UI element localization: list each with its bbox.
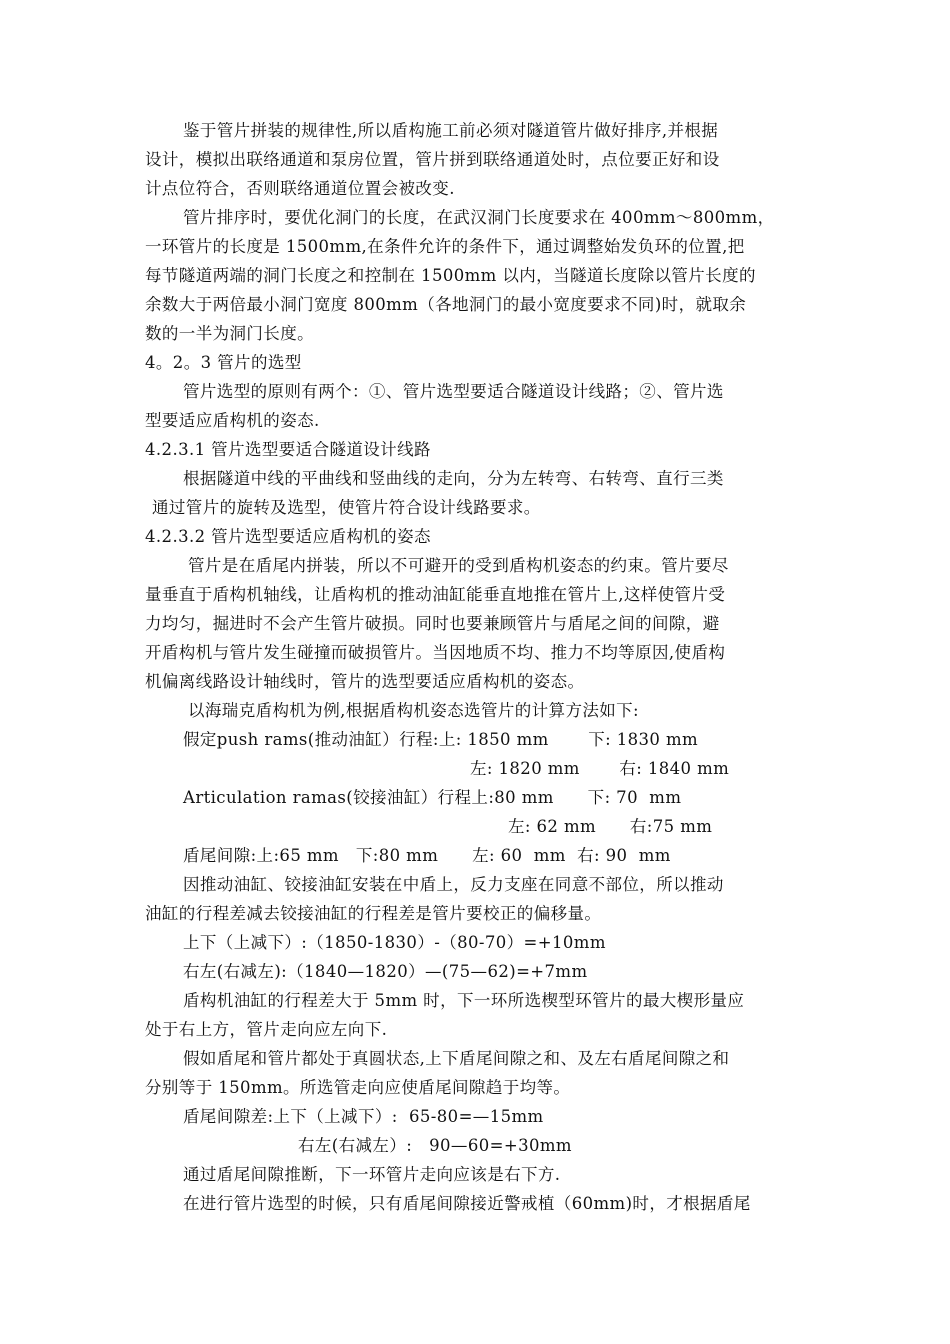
- text-line: 一环管片的长度是 1500mm,在条件允许的条件下，通过调整始发负环的位置,把: [145, 237, 745, 256]
- text-line: 油缸的行程差减去铰接油缸的行程差是管片要校正的偏移量。: [145, 904, 602, 923]
- text-line: 通过管片的旋转及选型，使管片符合设计线路要求。: [152, 498, 541, 517]
- text-line: Articulation ramas(铰接油缸）行程上:80 mm 下: 70 mm: [183, 788, 682, 807]
- text-line: 每节隧道两端的洞门长度之和控制在 1500mm 以内，当隧道长度除以管片长度的: [145, 266, 756, 285]
- text-line: 计点位符合，否则联络通道位置会被改变.: [145, 179, 455, 198]
- text-line: 右左(右减左):（1840—1820）—(75—62)=+7mm: [183, 962, 588, 981]
- text-line: 根据隧道中线的平曲线和竖曲线的走向，分为左转弯、右转弯、直行三类: [183, 469, 724, 488]
- text-line: 力均匀，掘进时不会产生管片破损。同时也要兼顾管片与盾尾之间的间隙，避: [145, 614, 720, 633]
- text-line: 以海瑞克盾构机为例,根据盾构机姿态选管片的计算方法如下:: [188, 701, 640, 720]
- text-line: 左: 62 mm 右:75 mm: [508, 817, 713, 836]
- text-line: 上下（上减下）:（1850-1830）-（80-70）=+10mm: [183, 933, 606, 952]
- text-line: 型要适应盾构机的姿态.: [145, 411, 320, 430]
- section-heading: 4。2。3 管片的选型: [145, 353, 302, 372]
- text-line: 管片选型的原则有两个：①、管片选型要适合隧道设计线路；②、管片选: [183, 382, 724, 401]
- text-line: 左: 1820 mm 右: 1840 mm: [470, 759, 730, 778]
- text-line: 盾尾间隙差:上下（上减下）: 65-80=—15mm: [183, 1107, 544, 1126]
- text-line: 量垂直于盾构机轴线，让盾构机的推动油缸能垂直地推在管片上,这样使管片受: [145, 585, 726, 604]
- text-line: 右左(右减左）: 90—60=+30mm: [298, 1136, 572, 1155]
- text-line: 分别等于 150mm。所选管走向应使盾尾间隙趋于均等。: [145, 1078, 571, 1097]
- text-line: 管片是在盾尾内拼装，所以不可避开的受到盾构机姿态的约束。管片要尽: [188, 556, 729, 575]
- text-line: 盾构机油缸的行程差大于 5mm 时，下一环所选楔型环管片的最大楔形量应: [183, 991, 745, 1010]
- text-line: 盾尾间隙:上:65 mm 下:80 mm 左: 60 mm 右: 90 mm: [183, 846, 671, 865]
- text-line: 假如盾尾和管片都处于真圆状态,上下盾尾间隙之和、及左右盾尾间隙之和: [183, 1049, 730, 1068]
- text-line: 开盾构机与管片发生碰撞而破损管片。当因地质不均、推力不均等原因,使盾构: [145, 643, 726, 662]
- text-line: 余数大于两倍最小洞门宽度 800mm（各地洞门的最小宽度要求不同)时，就取余: [145, 295, 747, 314]
- text-line: 管片排序时，要优化洞门的长度，在武汉洞门长度要求在 400mm～800mm，: [183, 208, 775, 227]
- text-line: 机偏离线路设计轴线时，管片的选型要适应盾构机的姿态。: [145, 672, 585, 691]
- text-line: 假定push rams(推动油缸）行程:上: 1850 mm 下: 1830 mm: [183, 730, 699, 749]
- text-line: 设计，模拟出联络通道和泵房位置，管片拼到联络通道处时，点位要正好和设: [145, 150, 720, 169]
- text-line: 鉴于管片拼装的规律性,所以盾构施工前必须对隧道管片做好排序,并根据: [183, 121, 719, 140]
- text-line: 处于右上方，管片走向应左向下.: [145, 1020, 388, 1039]
- text-line: 在进行管片选型的时候，只有盾尾间隙接近警戒植（60mm)时，才根据盾尾: [183, 1194, 751, 1213]
- subsection-heading: 4.2.3.1 管片选型要适合隧道设计线路: [145, 440, 431, 459]
- text-line: 数的一半为洞门长度。: [145, 324, 314, 343]
- text-line: 通过盾尾间隙推断，下一环管片走向应该是右下方.: [183, 1165, 561, 1184]
- text-line: 因推动油缸、铰接油缸安装在中盾上，反力支座在同意不部位，所以推动: [183, 875, 724, 894]
- subsection-heading: 4.2.3.2 管片选型要适应盾构机的姿态: [145, 527, 431, 546]
